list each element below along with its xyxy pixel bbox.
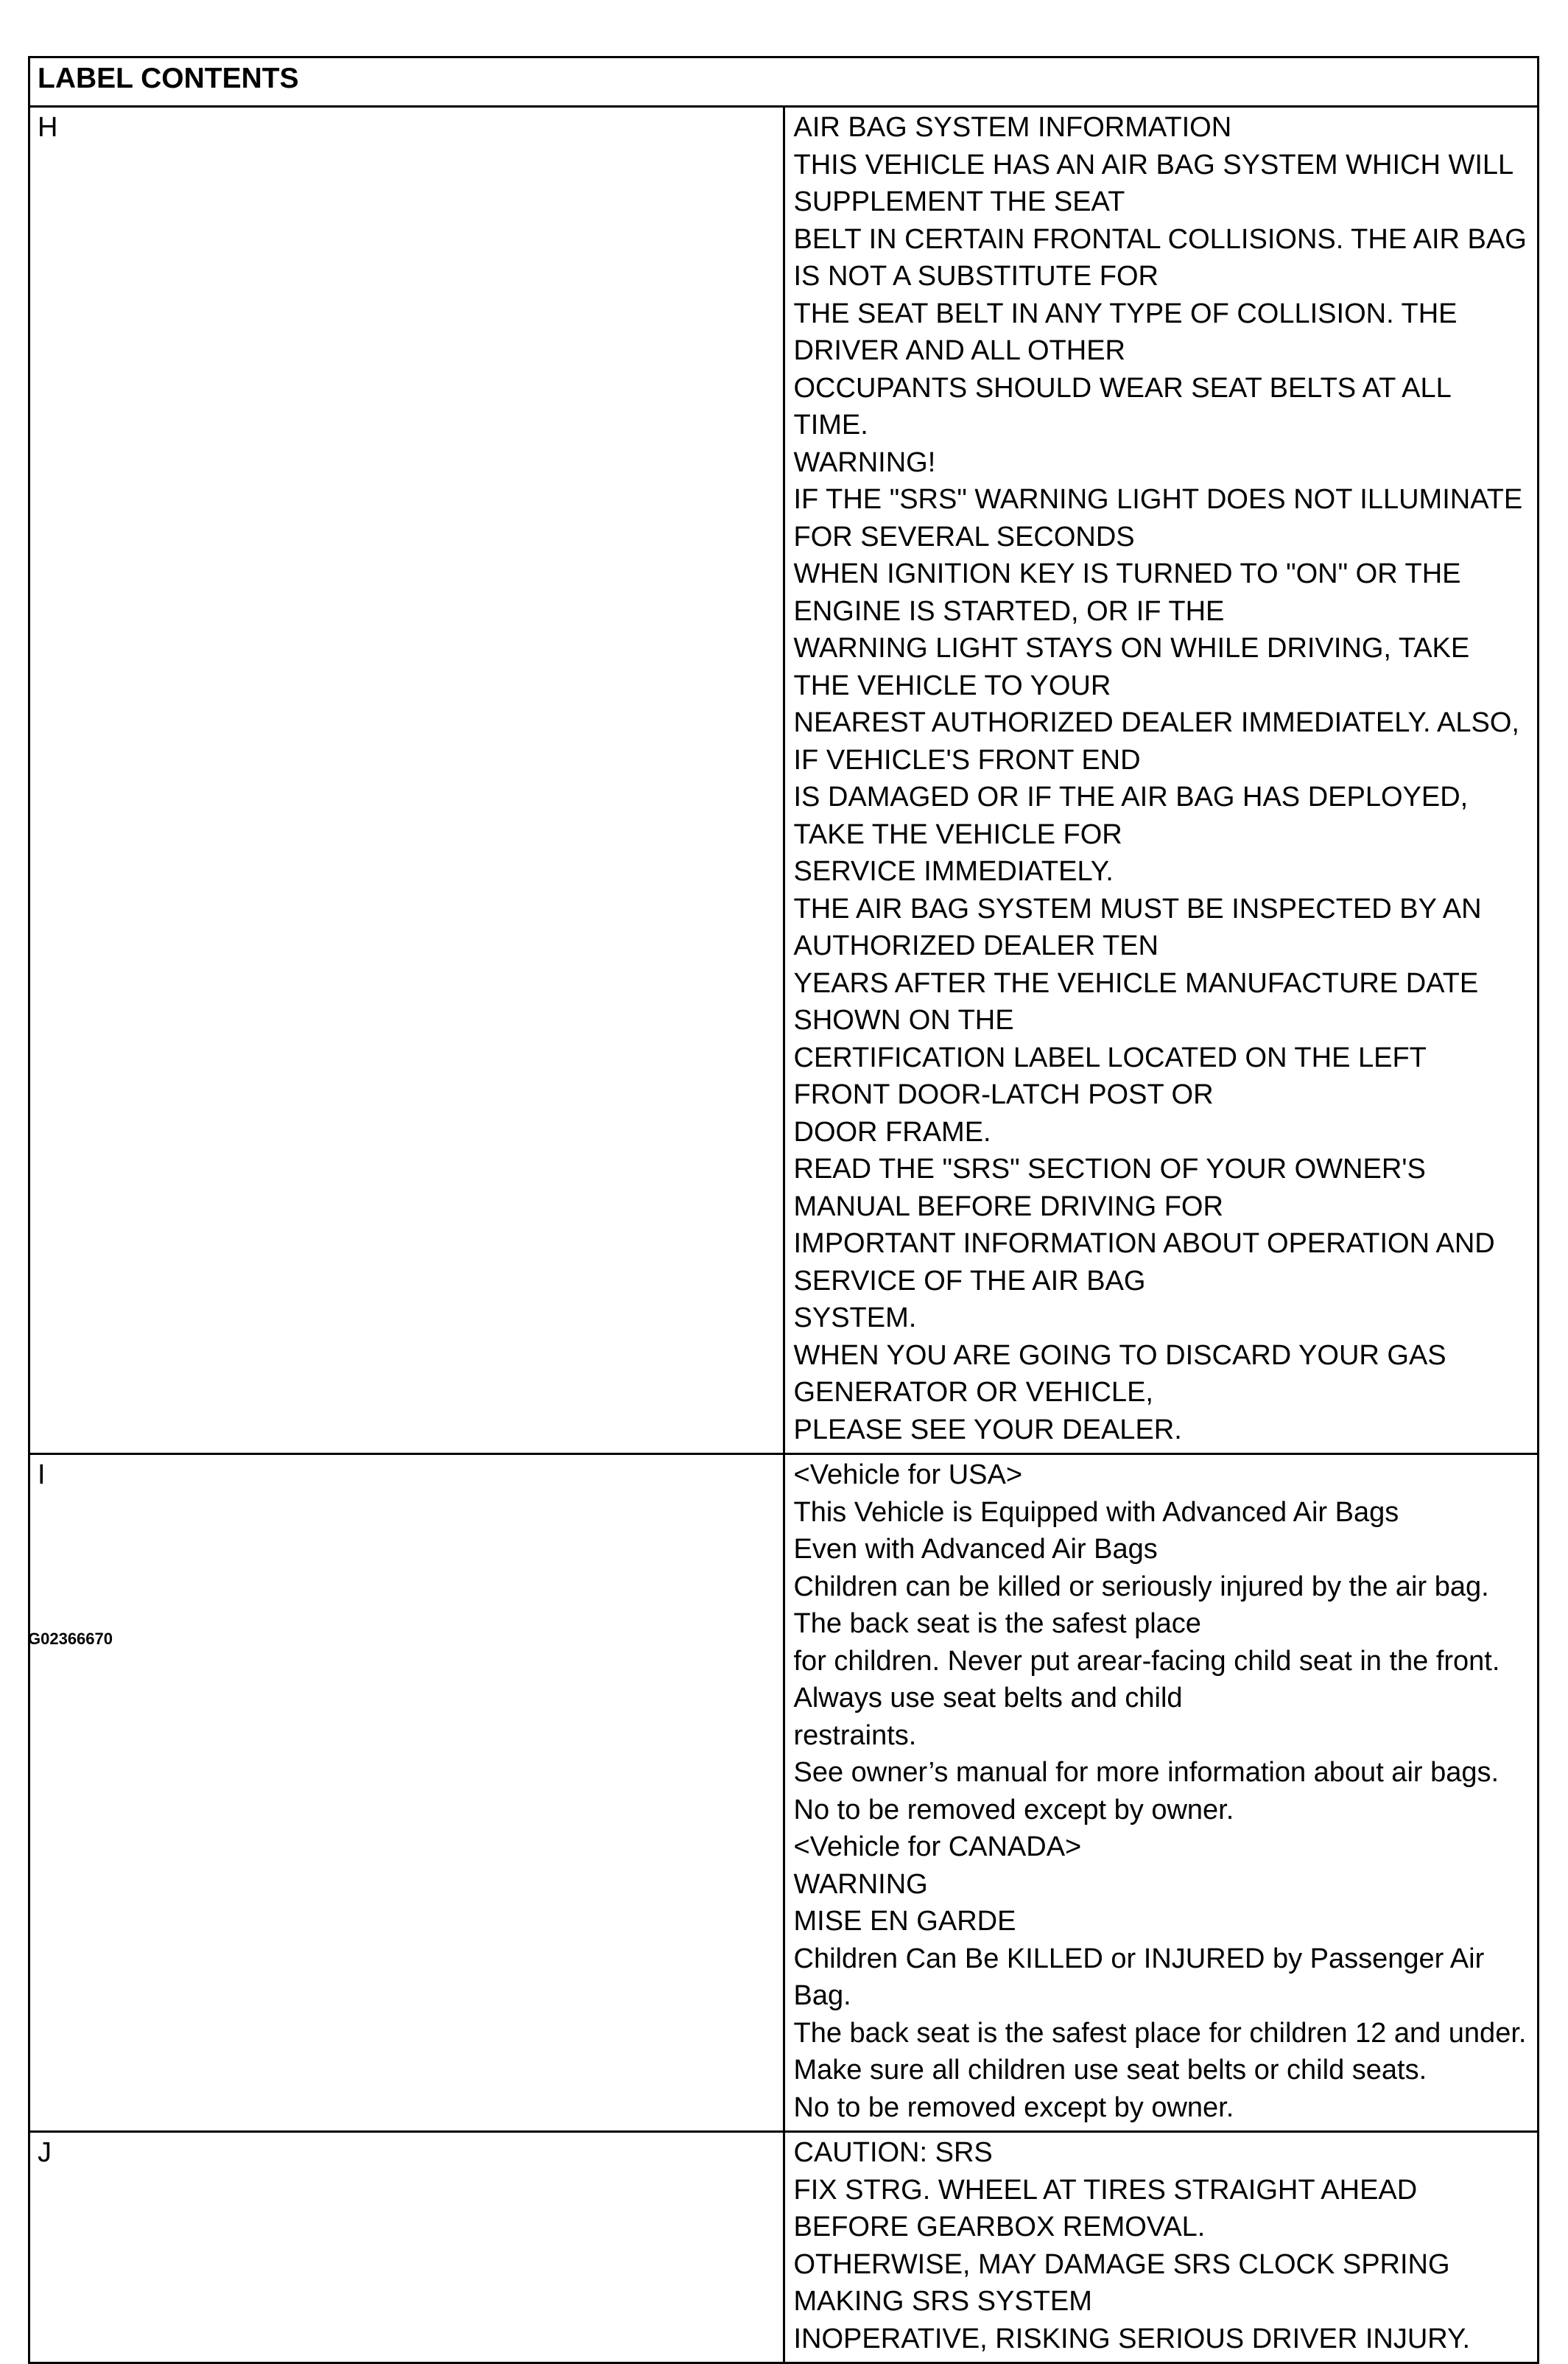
row-content: AIR BAG SYSTEM INFORMATION THIS VEHICLE HAS AN AIR BAG SYSTEM WHICH WILL SUPPLEMENT THE SEAT BELT IN CERTAIN FRONTAL COLLISIONS. THE AIR BAG IS NOT A SUBSTITUTE FOR THE SEAT BELT IN ANY TYPE OF COLLISION. THE DRIVER AND ALL OTHER OCCUPANTS SHOULD WEAR SEAT BELTS AT ALL TIME. WARNING! IF THE "SRS" WARNING LIGHT DOES NOT ILLUMINATE FOR SEVERAL SECONDS WHEN IGNITION KEY IS TURNED TO "ON" OR THE ENGINE IS STARTED, OR IF THE WARNING LIGHT STAYS ON WHILE DRIVING, TAKE THE VEHICLE TO YOUR NEAREST AUTHORIZED DEALER IMMEDIATELY. ALSO, IF VEHICLE'S FRONT END IS DAMAGED OR IF THE AIR BAG HAS DEPLOYED, TAKE THE VEHICLE FOR SERVICE IMMEDIATELY. THE AIR BAG SYSTEM MUST BE INSPECTED BY AN AUTHORIZED DEALER TEN YEARS AFTER THE VEHICLE MANUFACTURE DATE SHOWN ON THE CERTIFICATION LABEL LOCATED ON THE LEFT FRONT DOOR-LATCH POST OR DOOR FRAME. READ THE "SRS" SECTION OF YOUR OWNER'S MANUAL BEFORE DRIVING FOR IMPORTANT INFORMATION ABOUT OPERATION AND SERVICE OF THE AIR BAG SYSTEM. WHEN YOU ARE GOING TO DISCARD YOUR GAS GENERATOR OR VEHICLE, PLEASE SEE YOUR DEALER.	[784, 107, 1539, 1454]
table-header-row	[29, 57, 1539, 107]
label-contents-table	[28, 56, 1539, 2364]
table-header: LABEL CONTENTS	[29, 57, 1539, 107]
row-content: <Vehicle for USA> This Vehicle is Equipped with Advanced Air Bags Even with Advanced Air Bags Children can be killed or seriously injured by the air bag. The back seat is the safest place for children. Never put arear-facing child seat in the front. Always use seat belts and child restraints. See owner’s manual for more information about air bags. No to be removed except by owner. <Vehicle for CANADA> WARNING MISE EN GARDE Children Can Be KILLED or INJURED by Passenger Air Bag. The back seat is the safest place for children 12 and under. Make sure all children use seat belts or child seats. No to be removed except by owner.	[784, 1454, 1539, 2132]
figure-id: G02366670	[28, 1630, 113, 1648]
row-key: I	[29, 1454, 784, 2132]
row-key: H	[29, 107, 784, 1454]
table-row-h	[29, 107, 1539, 1454]
row-key: J	[29, 2132, 784, 2363]
row-content: CAUTION: SRS FIX STRG. WHEEL AT TIRES STRAIGHT AHEAD BEFORE GEARBOX REMOVAL. OTHERWISE, MAY DAMAGE SRS CLOCK SPRING MAKING SRS SYSTEM INOPERATIVE, RISKING SERIOUS DRIVER INJURY.	[784, 2132, 1539, 2363]
table-row-j	[29, 2132, 1539, 2363]
table-row-i	[29, 1454, 1539, 2132]
